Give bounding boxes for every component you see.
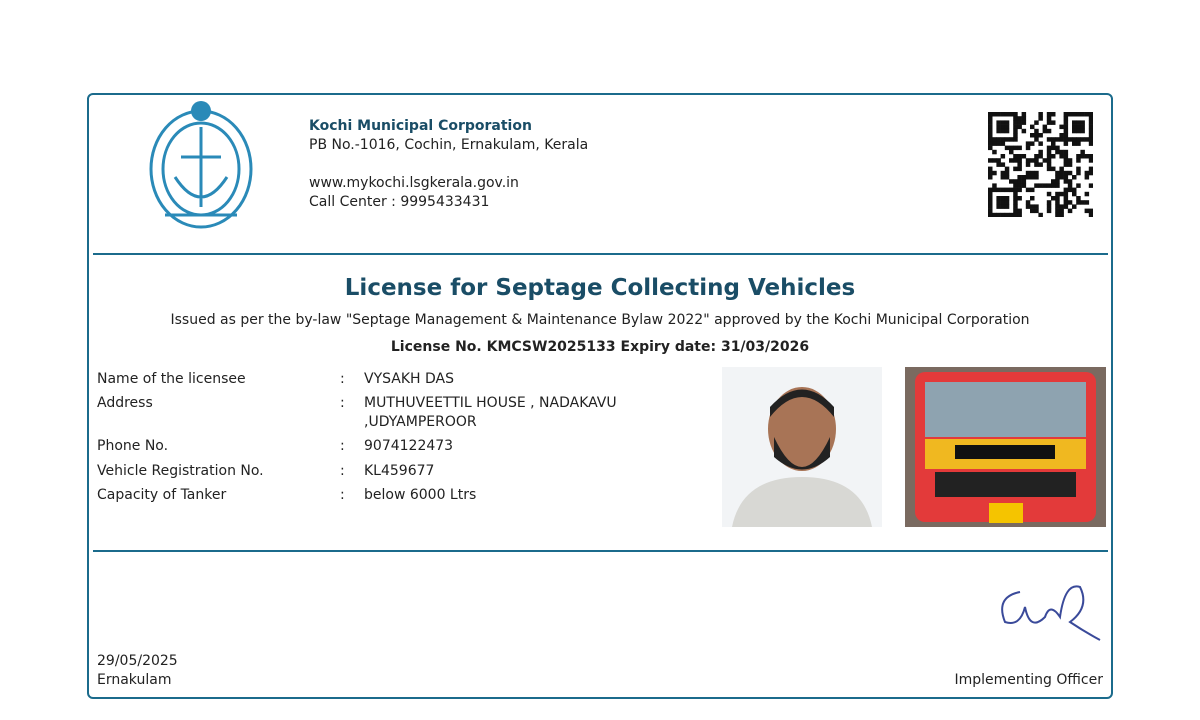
org-address: PB No.-1016, Cochin, Ernakulam, Kerala — [309, 137, 589, 153]
field-label: Address — [97, 395, 153, 411]
organization-info — [309, 117, 588, 212]
field-label: Capacity of Tanker — [97, 487, 227, 503]
issue-place: Ernakulam — [97, 672, 172, 688]
issue-date: 29/05/2025 — [97, 653, 178, 669]
field-colon: : — [340, 463, 345, 479]
vehicle-photo — [905, 367, 1106, 527]
officer-title: Implementing Officer — [954, 672, 1103, 688]
field-colon: : — [340, 487, 345, 503]
licensee-photo — [722, 367, 882, 527]
org-website: www.mykochi.lsgkerala.gov.in — [309, 175, 519, 191]
field-label: Vehicle Registration No. — [97, 463, 264, 479]
field-value: MUTHUVEETTIL HOUSE , NADAKAVU ,UDYAMPEROOR — [364, 395, 617, 430]
field-value: below 6000 Ltrs — [364, 487, 477, 503]
divider — [93, 550, 1108, 552]
field-label: Phone No. — [97, 438, 169, 454]
qr-code — [988, 112, 1093, 217]
field-label: Name of the licensee — [97, 371, 246, 387]
document-subtitle: Issued as per the by-law "Septage Management & Maintenance Bylaw 2022" approved by the Kochi Municipal Corporation — [170, 312, 1030, 328]
org-name: Kochi Municipal Corporation — [309, 118, 532, 134]
license-number-expiry: License No. KMCSW2025133 Expiry date: 31/03/2026 — [390, 339, 810, 355]
signature — [990, 572, 1105, 647]
document-title: License for Septage Collecting Vehicles — [344, 275, 856, 301]
field-colon: : — [340, 371, 345, 387]
call-center: Call Center : 9995433431 — [309, 194, 490, 210]
issue-info — [97, 652, 178, 690]
divider — [93, 253, 1108, 255]
field-value: VYSAKH DAS — [364, 371, 455, 387]
field-value: KL459677 — [364, 463, 435, 479]
field-value: 9074122473 — [364, 438, 454, 454]
field-colon: : — [340, 395, 345, 411]
field-colon: : — [340, 438, 345, 454]
kochi-corporation-logo — [145, 97, 257, 233]
